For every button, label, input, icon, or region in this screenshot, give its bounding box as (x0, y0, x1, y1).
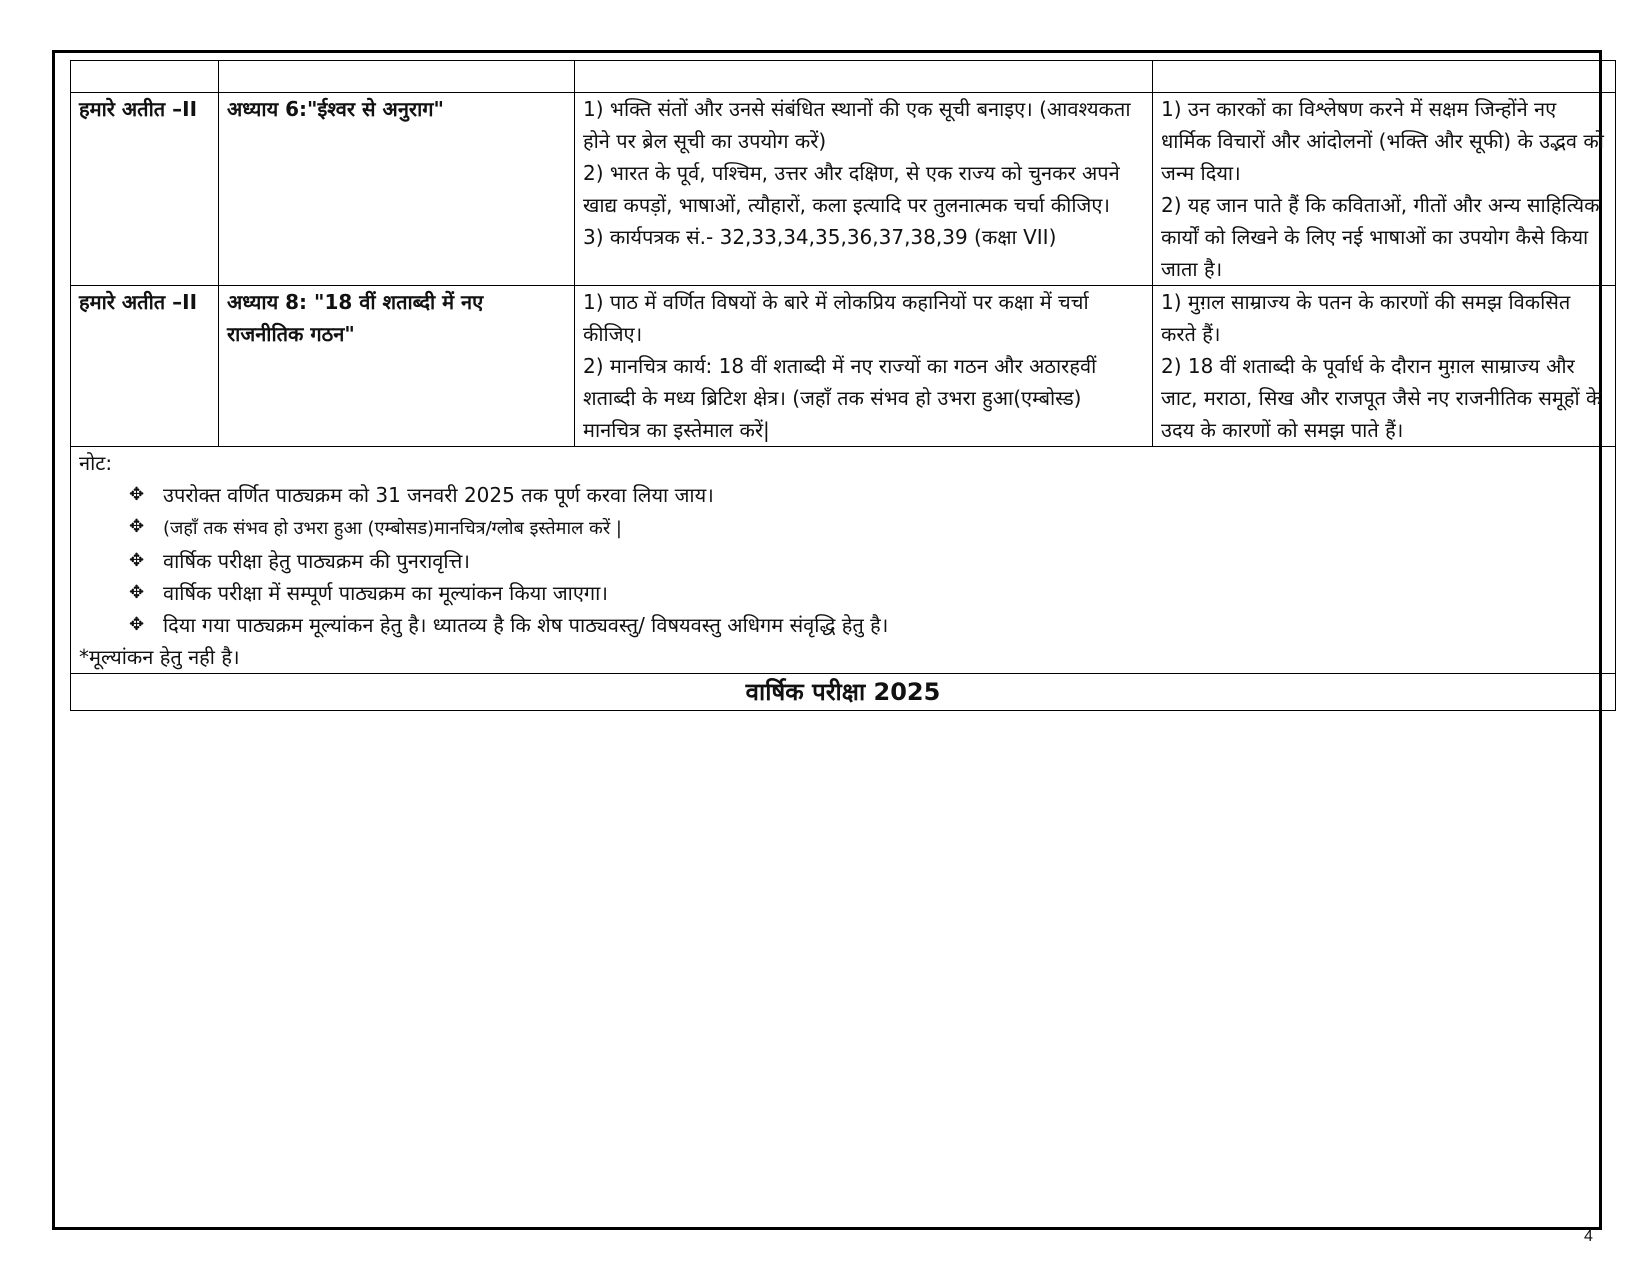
note-text: उपरोक्त वर्णित पाठ्यक्रम को 31 जनवरी 2025 तक पूर्ण करवा लिया जाय। (163, 483, 714, 507)
activity-text: 2) मानचित्र कार्य: 18 वीं शताब्दी में नए राज्यों का गठन और अठारहवीं शताब्दी के मध्य ब्रिटिश क्षेत्र। (जहाँ तक संभव हो उभरा हुआ(एम्बोस्ड) मानचित्र का इस्तेमाल करें| (583, 354, 1097, 442)
outcome-text: 1) मुग़ल साम्राज्य के पतन के कारणों की समझ विकसित करते हैं। (1161, 290, 1571, 346)
outcome-text: 2) यह जान पाते हैं कि कविताओं, गीतों और अन्य साहित्यिक कार्यों को लिखने के लिए नई भाषाओं का उपयोग कैसे किया जाता है। (1161, 193, 1600, 281)
bullet-icon: ✥ (129, 550, 145, 571)
notes-list (79, 479, 1607, 641)
notes-footnote: *मूल्यांकन हेतु नही है। (79, 645, 240, 669)
outcomes-cell (1153, 286, 1616, 447)
outcome-text: 2) 18 वीं शताब्दी के पूर्वार्ध के दौरान मुग़ल साम्राज्य और जाट, मराठा, सिख और राजपूत जैसे नए राजनीतिक समूहों के उदय के कारणों को समझ पाते हैं। (1161, 354, 1602, 442)
notes-row (71, 447, 1616, 674)
chapter-cell: अध्याय 8: "18 वीं शताब्दी में नए राजनीतिक गठन" (219, 286, 575, 447)
bullet-icon: ✥ (129, 582, 145, 603)
bullet-icon: ✥ (129, 484, 145, 505)
bullet-icon: ✥ (129, 614, 145, 635)
activity-text: 1) पाठ में वर्णित विषयों के बारे में लोकप्रिय कहानियों पर कक्षा में चर्चा कीजिए। (583, 290, 1089, 346)
activity-text: 3) कार्यपत्रक सं.- 32,33,34,35,36,37,38,39 (कक्षा VII) (583, 225, 1057, 249)
activity-text: 1) भक्ति संतों और उनसे संबंधित स्थानों की एक सूची बनाइए। (आवश्यकता होने पर ब्रेल सूची का उपयोग करें) (583, 97, 1131, 153)
outcome-text: 1) उन कारकों का विश्लेषण करने में सक्षम जिन्होंने नए धार्मिक विचारों और आंदोलनों (भक्ति और सूफी) के उद्भव को जन्म दिया। (1161, 97, 1604, 185)
activities-cell (575, 286, 1153, 447)
list-item (129, 609, 1607, 641)
note-text: वार्षिक परीक्षा में सम्पूर्ण पाठ्यक्रम का मूल्यांकन किया जाएगा। (163, 581, 608, 605)
bullet-icon: ✥ (129, 516, 145, 537)
activities-cell (575, 93, 1153, 286)
page-number: 4 (1584, 1228, 1593, 1245)
table-row-blank (71, 61, 1616, 93)
activity-text: 2) भारत के पूर्व, पश्चिम, उत्तर और दक्षिण, से एक राज्य को चुनकर अपने खाद्य कपड़ों, भाषाओं, त्यौहारों, कला इत्यादि पर तुलनात्मक चर्चा कीजिए। (583, 161, 1120, 217)
table-row (71, 286, 1616, 447)
outcomes-cell (1153, 93, 1616, 286)
list-item (129, 511, 1607, 545)
table-row (71, 93, 1616, 286)
book-cell: हमारे अतीत –II (71, 286, 219, 447)
note-text: वार्षिक परीक्षा हेतु पाठ्यक्रम की पुनरावृत्ति। (163, 549, 470, 573)
notes-cell (71, 447, 1616, 674)
notes-heading: नोट: (79, 451, 113, 475)
book-cell: हमारे अतीत –II (71, 93, 219, 286)
chapter-cell: अध्याय 6:"ईश्वर से अनुराग" (219, 93, 575, 286)
syllabus-table (70, 60, 1616, 711)
list-item (129, 545, 1607, 577)
note-text: (जहाँ तक संभव हो उभरा हुआ (एम्बोसड)मानचित्र/ग्लोब इस्तेमाल करें | (163, 518, 622, 539)
note-text: दिया गया पाठ्यक्रम मूल्यांकन हेतु है। ध्यातव्य है कि शेष पाठ्यवस्तु/ विषयवस्तु अधिगम संवृद्धि हेतु है। (163, 613, 889, 637)
final-exam-row (71, 674, 1616, 711)
final-exam-title: वार्षिक परीक्षा 2025 (71, 674, 1616, 711)
list-item (129, 479, 1607, 511)
list-item (129, 577, 1607, 609)
